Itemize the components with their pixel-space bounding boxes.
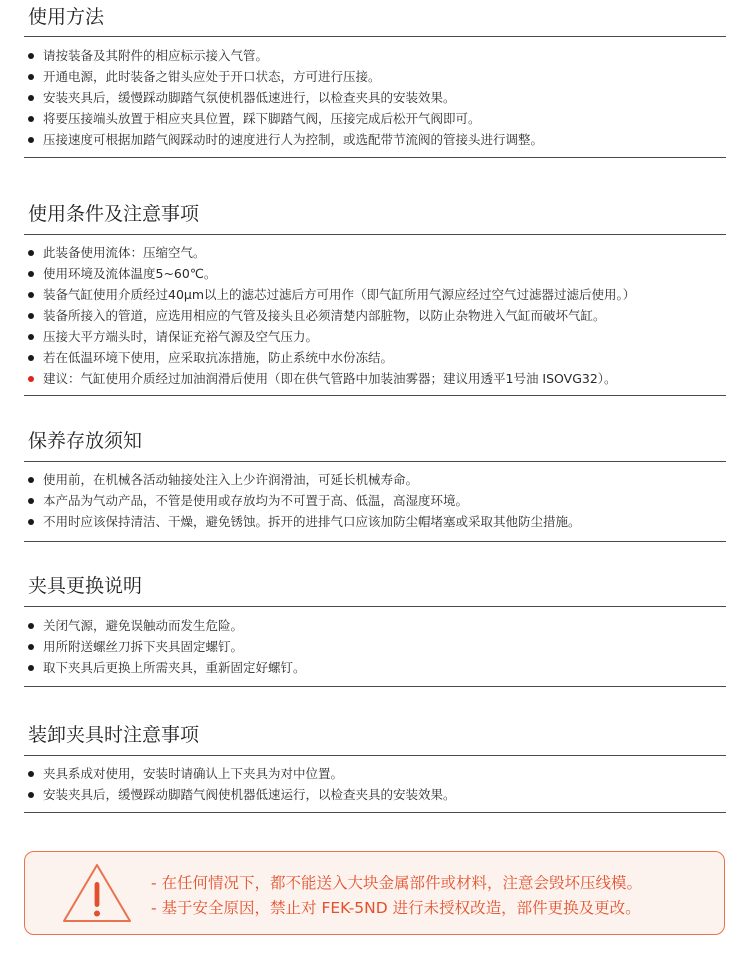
- divider: [24, 606, 726, 607]
- bullet-icon: [28, 74, 34, 80]
- section-title: 使用方法: [28, 6, 105, 28]
- list-item: 将要压接端头放置于相应夹具位置，踩下脚踏气阀，压接完成后松开气阀即可。: [28, 109, 481, 129]
- warning-box: [24, 851, 725, 935]
- bullet-icon: [28, 355, 34, 361]
- bullet-icon: [28, 116, 34, 122]
- warning-line: - 在任何情况下，都不能送入大块金属部件或材料，注意会毁坏压线模。: [151, 874, 643, 892]
- divider: [24, 686, 726, 687]
- warning-triangle-icon: [61, 862, 133, 924]
- list-item: 用所附送螺丝刀拆下夹具固定螺钉。: [28, 637, 243, 657]
- bullet-icon: [28, 271, 34, 277]
- list-item: 请按装备及其附件的相应标示接入气管。: [28, 46, 268, 66]
- red-bullet-icon: [28, 376, 34, 382]
- list-item-recommendation: 建议：气缸使用介质经过加油润滑后使用（即在供气管路中加装油雾器；建议用透平1号油 ISOVG32）。: [28, 369, 617, 389]
- divider: [24, 541, 726, 542]
- list-item: 使用环境及流体温度5~60℃。: [28, 264, 216, 284]
- list-item: 开通电源，此时装备之钳头应处于开口状态，方可进行压接。: [28, 67, 381, 87]
- bullet-icon: [28, 771, 34, 777]
- list-item: 本产品为气动产品，不管是使用或存放均为不可置于高、低温，高湿度环境。: [28, 491, 468, 511]
- list-item: 不用时应该保持清洁、干燥，避免锈蚀。拆开的进排气口应该加防尘帽堵塞或采取其他防尘措施。: [28, 512, 581, 532]
- list-item: 取下夹具后更换上所需夹具，重新固定好螺钉。: [28, 658, 306, 678]
- bullet-icon: [28, 334, 34, 340]
- divider: [24, 36, 726, 37]
- list-item: 压接大平方端头时，请保证充裕气源及空气压力。: [28, 327, 318, 347]
- divider: [24, 157, 726, 158]
- bullet-icon: [28, 313, 34, 319]
- bullet-icon: [28, 792, 34, 798]
- bullet-icon: [28, 95, 34, 101]
- list-item: 关闭气源，避免误触动而发生危险。: [28, 616, 243, 636]
- list-item: 安装夹具后，缓慢踩动脚踏气阀使机器低速运行，以检查夹具的安装效果。: [28, 785, 456, 805]
- bullet-icon: [28, 137, 34, 143]
- warning-line: - 基于安全原因，禁止对 FEK-5ND 进行未授权改造，部件更换及更改。: [151, 899, 641, 917]
- bullet-icon: [28, 623, 34, 629]
- bullet-icon: [28, 53, 34, 59]
- list-item: 装备气缸使用介质经过40μm以上的滤芯过滤后方可用作（即气缸所用气源应经过空气过滤器过滤后使用。）: [28, 285, 635, 305]
- bullet-icon: [28, 644, 34, 650]
- list-item: 此装备使用流体：压缩空气。: [28, 243, 206, 263]
- divider: [24, 234, 726, 235]
- list-item: 装备所接入的管道，应选用相应的气管及接头且必须清楚内部脏物，以防止杂物进入气缸而破坏气缸。: [28, 306, 606, 326]
- divider: [24, 755, 726, 756]
- divider: [24, 461, 726, 462]
- section-title: 使用条件及注意事项: [28, 203, 200, 225]
- bullet-icon: [28, 292, 34, 298]
- list-item: 压接速度可根据加踏气阀踩动时的速度进行人为控制，或选配带节流阀的管接头进行调整。: [28, 130, 543, 150]
- bullet-icon: [28, 477, 34, 483]
- bullet-icon: [28, 250, 34, 256]
- list-item: 安装夹具后，缓慢踩动脚踏气氛使机器低速进行，以检查夹具的安装效果。: [28, 88, 456, 108]
- divider: [24, 812, 726, 813]
- list-item: 使用前，在机械各活动轴接处注入上少许润滑油，可延长机械寿命。: [28, 470, 418, 490]
- section-title: 夹具更换说明: [28, 575, 143, 597]
- bullet-icon: [28, 498, 34, 504]
- list-item: 若在低温环境下使用，应采取抗冻措施，防止系统中水份冻结。: [28, 348, 393, 368]
- bullet-icon: [28, 519, 34, 525]
- bullet-icon: [28, 665, 34, 671]
- section-title: 保养存放须知: [28, 430, 143, 452]
- section-title: 装卸夹具时注意事项: [28, 724, 200, 746]
- list-item: 夹具系成对使用，安装时请确认上下夹具为对中位置。: [28, 764, 343, 784]
- divider: [24, 395, 726, 396]
